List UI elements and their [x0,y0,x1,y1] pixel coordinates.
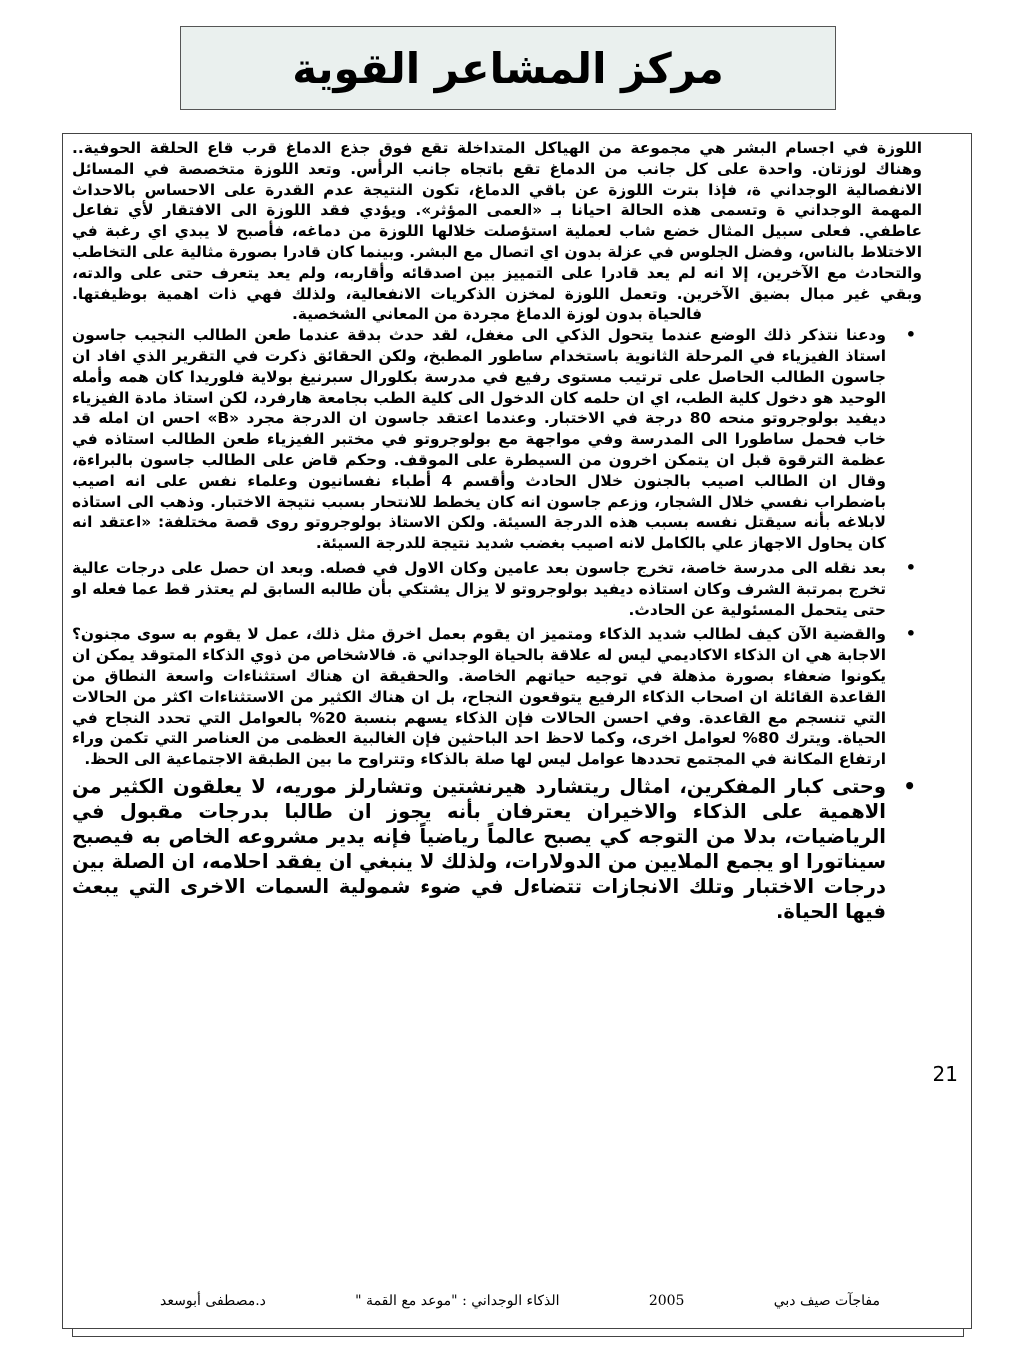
page-number: 21 [932,1062,958,1086]
footer-frame [72,1329,964,1337]
footer-series: الذكاء الوجداني : "موعد مع القمة " [355,1293,560,1309]
bullet-paragraph-2: • بعد نقله الى مدرسة خاصة، تخرج جاسون بعد عامين وكان الاول في فصله. وبعد ان حصل على درجات عالية تخرج بمرتبة الشرف وكان استاذه ديفيد بولوجروتو لا يزال يشتكي بأن طالبه السابق لم يعتذر قط عما فعله او حتى يتحمل المسئولية عن الحادث. [72,558,886,620]
bullet-paragraph-4: • وحتى كبار المفكرين، امثال ريتشارد هيرنشتين وتشارلز موريه، لا يعلقون الكثير من الاهمية على الذكاء والاخيران يعترفان بأنه يجوز ان طالبا بدرجات مقبول في الرياضيات، بدلا من التوجه كي يصبح عالماً رياضياً فإنه يدير مشروعه الخاص به فيصبح سيناتورا او يجمع الملايين من الدولارات، ولذلك لا ينبغي ان يفقد احلامه، ان الصلة بين درجات الاختبار وتلك الانجازات تتضاءل في ضوء شمولية السمات الاخرى التي يبعث فيها الحياة. [72,774,886,924]
page-title: مركز المشاعر القوية [292,43,724,93]
article-body [72,138,922,928]
bullet-paragraph-1: • ودعنا نتذكر ذلك الوضع عندما يتحول الذكي الى مغفل، لقد حدث بدقة عندما طعن الطالب النجيب جاسون استاذ الفيزياء في المرحلة الثانوية باستخدام ساطور المطبخ، ولكن الحقائق ذكرت في التقرير الذي افاد ان جاسون الطالب الحاصل على ترتيب مستوى رفيع في مدرسة بكلورال سبرنيغ بولاية فلوريدا كان همه وأمله الوحيد هو دخول كلية الطب، اي ان حلمه كان الدخول الى كلية الطب بجامعة هارفرد، لكن استاذ مادة الفيزياء ديفيد بولوجروتو منحه 80 درجة في الاختبار. وعندما اعتقد جاسون ان الدرجة مجرد «B» احس ان امله قد خاب فحمل ساطورا الى المدرسة وفي مواجهة مع بولوجروتو في مختبر الفيزياء طعن الطالب استاذه في عظمة الترقوة قبل ان يتمكن اخرون من السيطرة على الموقف. وحكم قاض على الطالب جاسون بالبراءة، وقال ان الطالب اصيب بالجنون خلال الحادث وأقسم 4 أطباء نفسانيون وعلماء نفس على انه اصيب باضطراب نفسي خلال الشجار، وزعم جاسون انه كان يخطط للانتحار بسبب نتيجة الاختبار. وذهب الى استاذه لابلاغه بأنه سيقتل نفسه بسبب هذه الدرجة السيئة. ولكن الاستاذ بولوجروتو روى قصة مختلفة: «اعتقد انه كان يحاول الاجهاز علي بالكامل لانه اصيب بغضب شديد نتيجة للدرجة السيئة. [72,325,886,554]
footer-author: د.مصطفى أبوسعد [160,1293,266,1309]
intro-paragraph: اللوزة في اجسام البشر هي مجموعة من الهياكل المتداخلة تقع فوق جذع الدماغ قرب قاع الحلقة الحوفية.. وهناك لوزتان. واحدة على كل جانب من الدماغ تقع باتجاه جانب الرأس. وتعد اللوزة متخصصة في المسائل الانفصالية الوجداني ة، فإذا بترت اللوزة عن باقي الدماغ، تكون النتيجة عدم القدرة على الاحساس بالاحداث المهمة الوجداني ة وتسمى هذه الحالة احيانا بـ «العمى المؤثر». ويؤدي فقد اللوزة الى الافتقار لأي تفاعل عاطفي. فعلى سبيل المثال خضع شاب لعملية استؤصلت خلالها اللوزة من دماغه، فأصبح لا يبدي اي رغبة في الاختلاط بالناس، وفضل الجلوس في عزلة بدون اي اتصال مع البشر. وبينما كان قادرا بصورة مثالية على التخاطب والتحادث مع الآخرين، إلا انه لم يعد قادرا على التمييز بين اصدقائه وأقاربه، ولم يعد يتعرف حتى على والدته، وبقي غير مبال بضيق الآخرين. وتعمل اللوزة لمخزن الذكريات الانفعالية، ولذلك فهي ذات اهمية بوظيفتها. فالحياة بدون لوزة الدماغ مجردة من المعاني الشخصية. [72,139,922,324]
footer-year: 2005 [648,1293,685,1309]
bullet-list [72,325,922,924]
footer [160,1288,880,1314]
footer-book: مفاجآت صيف دبي [773,1293,880,1309]
title-box [180,26,836,110]
bullet-paragraph-3: • والقضية الآن كيف لطالب شديد الذكاء ومتميز ان يقوم بعمل اخرق مثل ذلك، عمل لا يقوم به سوى مجنون؟ الاجابة هي ان الذكاء الاكاديمي ليس له علاقة بالحياة الوجداني ة. فالاشخاص من ذوي الذكاء المتوقد يمكن ان يكونوا ضعفاء بصورة مذهلة في توجيه حياتهم الخاصة. والحقيقة ان هناك استثناءات واسعة النطاق من القاعدة القائلة ان اصحاب الذكاء الرفيع يتوقعون النجاح، بل ان هناك الكثير من الاستثناءات اكثر من الحالات التي تنسجم مع القاعدة. وفي احسن الحالات فإن الذكاء يسهم بنسبة 20% بالعوامل التي تحدد النجاح في الحياة. ويترك 80% لعوامل اخرى، وكما لاحظ احد الباحثين فإن الغالبية العظمى من العناصر التي تكمن وراء ارتفاع المكانة في المجتمع تحددها عوامل ليس لها صلة بالذكاء وتتراوح ما بين الطبقة الاجتماعية الى الحظ. [72,624,886,770]
